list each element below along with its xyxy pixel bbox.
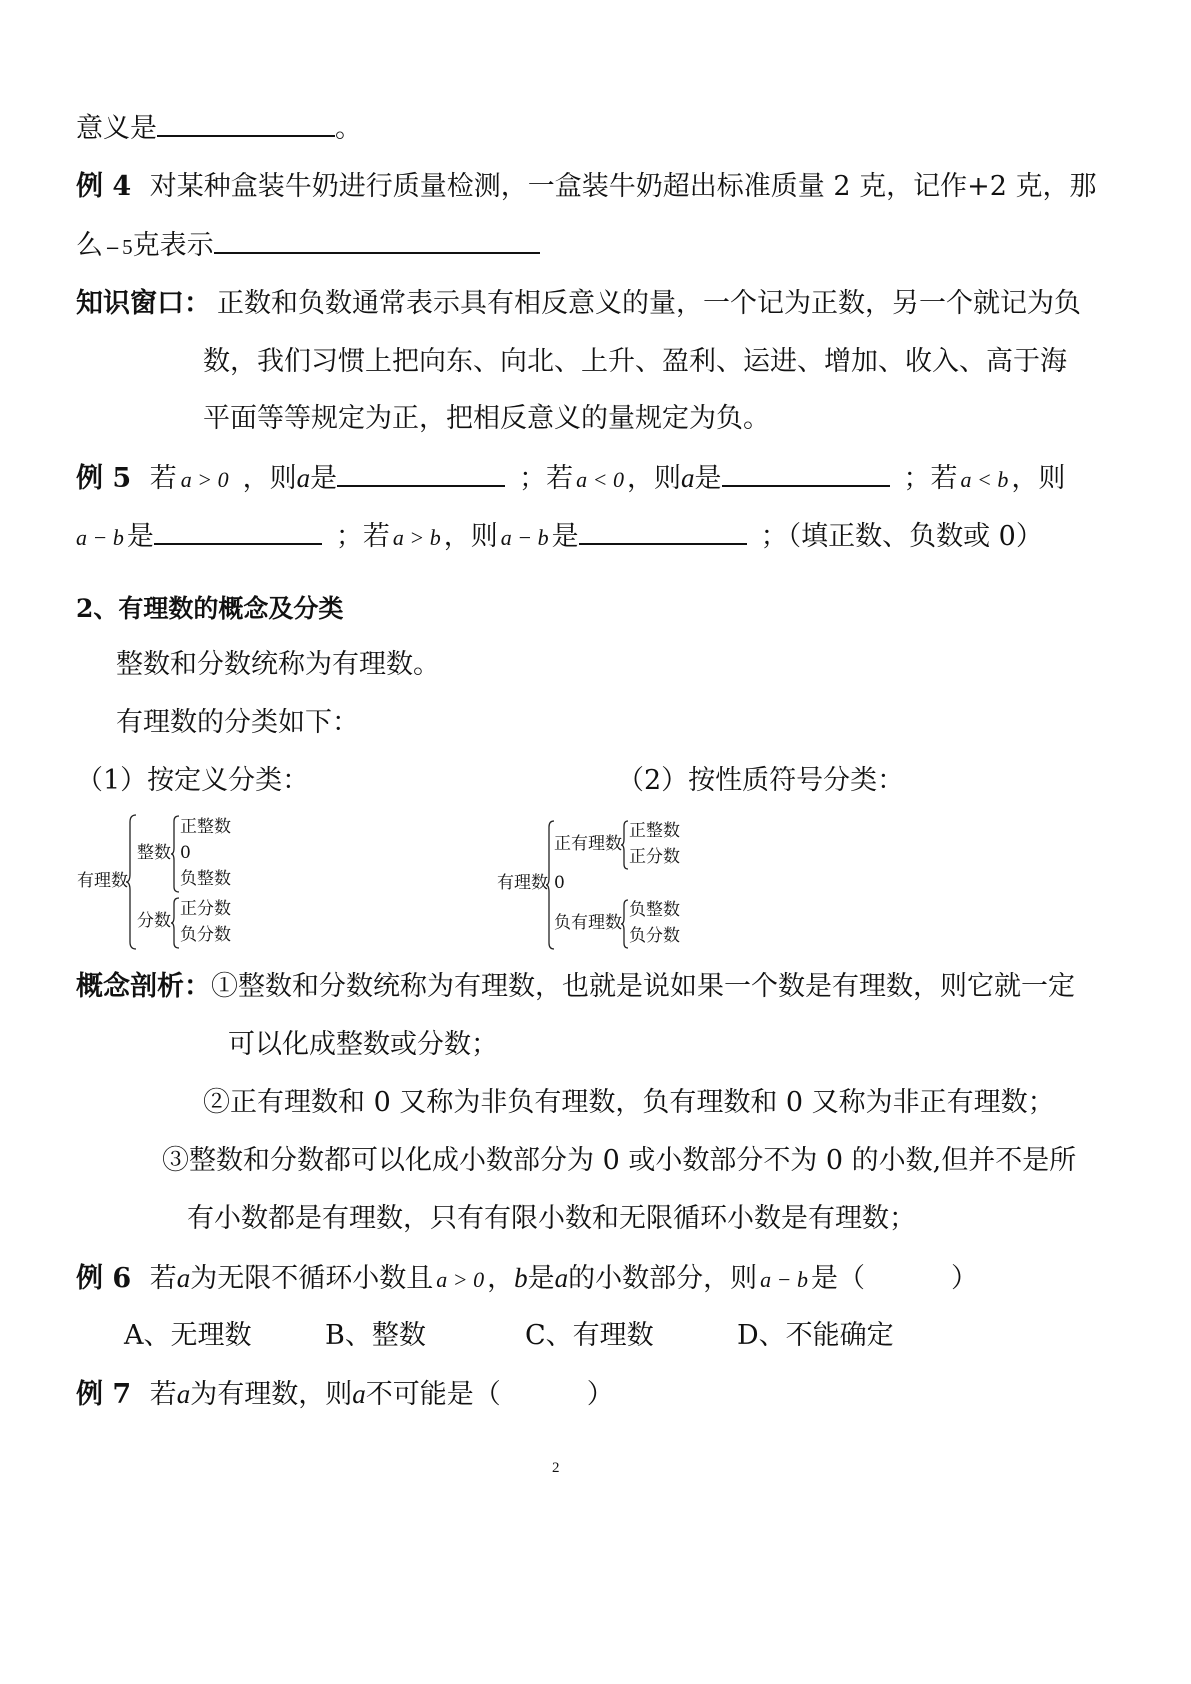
example-7-question: 例 7 若a为有理数，则a不可能是（ ）: [76, 1379, 614, 1410]
option-c[interactable]: C、有理数: [525, 1320, 654, 1351]
knowledge-window-line-3: 平面等等规定为正，把相反意义的量规定为负。: [203, 403, 770, 434]
concept-analysis: 概念剖析：①整数和分数统称为有理数，也就是说如果一个数是有理数，则它就一定: [76, 971, 1075, 1002]
example-5-line-1: 例 5 若 a > 0 ，则a是 ；若 a < 0 ，则a是 ；若 a < b ，则: [76, 463, 1066, 494]
option-d[interactable]: D、不能确定: [737, 1320, 894, 1351]
answer-blank[interactable]: [157, 111, 335, 137]
knowledge-window-line-2: 数，我们习惯上把向东、向北、上升、盈利、运进、增加、收入、高于海: [203, 346, 1067, 377]
example-4-line-2: 么 −5克表示: [76, 228, 540, 266]
left-brace-icon: [620, 820, 629, 870]
concept-2: ②正有理数和 0 又称为非负有理数，负有理数和 0 又称为非正有理数；: [203, 1087, 1055, 1118]
classification-heading-2: （2）按性质符号分类：: [617, 765, 905, 796]
left-brace-icon: [620, 899, 629, 949]
example-6-question: 例 6 若a为无限不循环小数且 a > 0 ，b是a的小数部分，则 a − b 是（ ）: [76, 1263, 978, 1294]
left-brace-icon: [125, 814, 137, 950]
knowledge-window: 知识窗口： 正数和负数通常表示具有相反意义的量，一个记为正数，另一个就记为负: [76, 288, 1081, 319]
answer-blank[interactable]: [154, 519, 322, 545]
example-5-line-2: a − b 是 ；若 a > b ，则 a − b 是 ；（填正数、负数或 0）: [76, 521, 1043, 552]
concept-3-line-2: 有小数都是有理数，只有有限小数和无限循环小数是有理数；: [187, 1203, 916, 1234]
section-2-line-2: 有理数的分类如下：: [116, 707, 359, 738]
option-a[interactable]: A、无理数: [124, 1320, 252, 1351]
left-brace-icon: [170, 815, 180, 893]
example-4-tag: 例 4: [76, 171, 132, 202]
line-meaning: 意义是 。: [76, 113, 362, 144]
concept-1-line-2: 可以化成整数或分数；: [228, 1029, 498, 1060]
answer-blank[interactable]: [337, 461, 505, 487]
section-2-title: 2、有理数的概念及分类: [76, 594, 344, 623]
example-4-line-1: 例 4 对某种盒装牛奶进行质量检测，一盒装牛奶超出标准质量 2 克，记作+2 克，那: [76, 171, 1097, 202]
page-number: 2: [552, 1460, 560, 1476]
concept-3-line-1: ③整数和分数都可以化成小数部分为 0 或小数部分不为 0 的小数,但并不是所: [162, 1145, 1077, 1176]
knowledge-window-tag: 知识窗口：: [76, 288, 211, 319]
answer-blank[interactable]: [722, 461, 890, 487]
classification-heading-1: （1）按定义分类：: [76, 765, 310, 796]
answer-blank[interactable]: [214, 228, 540, 254]
concept-analysis-tag: 概念剖析：: [76, 971, 211, 1002]
left-brace-icon: [170, 897, 180, 949]
option-b[interactable]: B、整数: [325, 1320, 426, 1351]
section-2-line-1: 整数和分数统称为有理数。: [116, 649, 440, 680]
answer-blank[interactable]: [579, 519, 747, 545]
